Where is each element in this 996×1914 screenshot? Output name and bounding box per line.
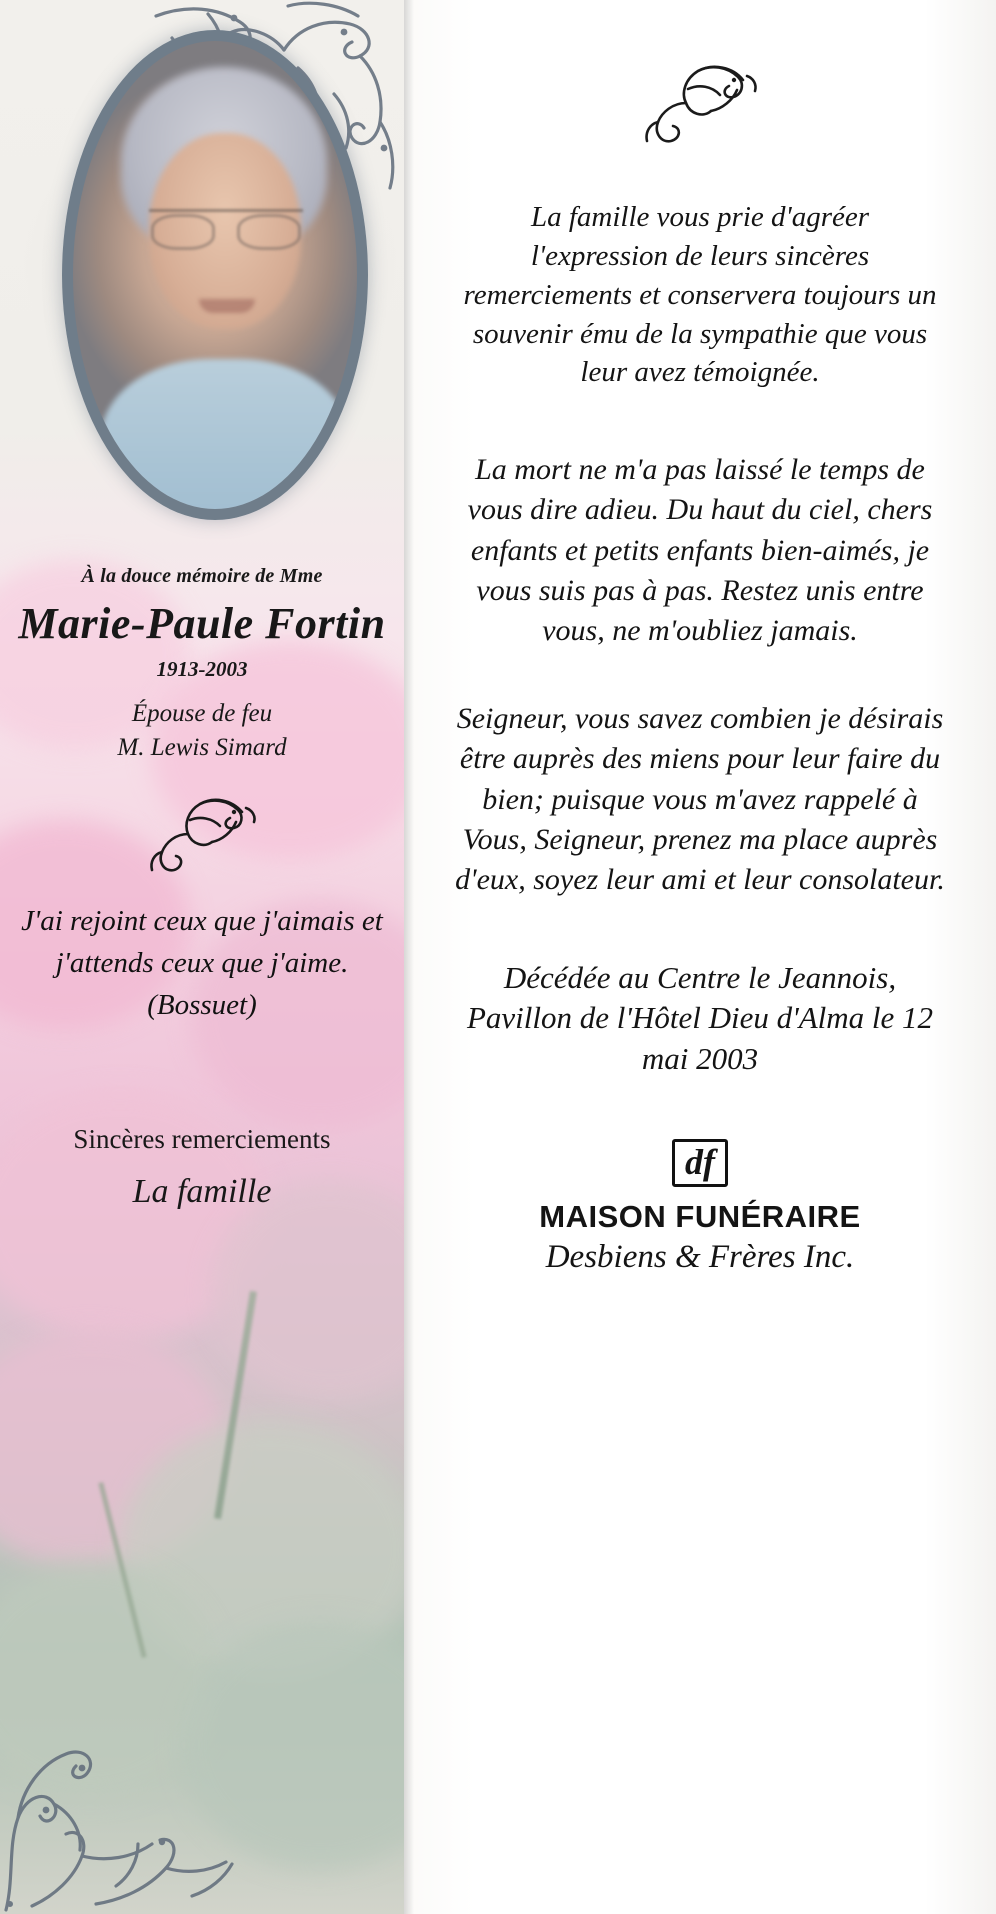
portrait-oval-frame	[62, 30, 368, 520]
memorial-prefix: À la douce mémoire de Mme	[81, 565, 323, 587]
portrait-mouth-shape	[199, 299, 255, 313]
dove-icon	[146, 790, 258, 886]
thanks-paragraph: La famille vous prie d'agréer l'expression de leurs sincères remerciements et conservera toujours un souvenir ému de la sympathie que vous leur avez témoignée.	[463, 201, 937, 389]
left-panel	[0, 0, 404, 1914]
thanks-text: Sincères remerciements	[73, 1124, 331, 1155]
prayer-paragraph: Seigneur, vous savez combien je désirais être auprès des miens pour leur faire du bien; puisque vous m'avez rappelé à Vous, Seigneur, prenez ma place auprès d'eux, soyez leur ami et leur consolateur.	[455, 702, 945, 896]
funeral-home-label: MAISON FUNÉRAIRE	[539, 1199, 861, 1235]
memorial-text-block	[0, 565, 404, 1211]
dove-icon	[641, 56, 759, 156]
portrait-clothing-shape	[101, 359, 349, 520]
funeral-home-block	[446, 1139, 954, 1276]
right-panel	[404, 0, 996, 1914]
life-years: 1913-2003	[156, 657, 248, 681]
funeral-home-logo: df	[672, 1139, 728, 1187]
death-place-paragraph: Décédée au Centre le Jeannois, Pavillon de l'Hôtel Dieu d'Alma le 12 mai 2003	[466, 960, 934, 1076]
memorial-verse: J'ai rejoint ceux que j'aimais et j'attends ceux que j'aime. (Bossuet)	[21, 905, 383, 1022]
family-signature: La famille	[132, 1173, 272, 1211]
farewell-paragraph: La mort ne m'a pas laissé le temps de vous dire adieu. Du haut du ciel, chers enfants et petits enfants bien-aimés, je vous suis pas à pas. Restez unis entre vous, ne m'oubliez jamais.	[467, 453, 933, 648]
spouse-label: Épouse de feu	[131, 700, 273, 727]
spouse-name: M. Lewis Simard	[117, 734, 287, 761]
deceased-name: Marie-Paule Fortin	[18, 599, 386, 648]
portrait-photo	[62, 30, 368, 520]
funeral-home-name: Desbiens & Frères Inc.	[545, 1239, 855, 1276]
glasses-icon	[149, 209, 303, 246]
